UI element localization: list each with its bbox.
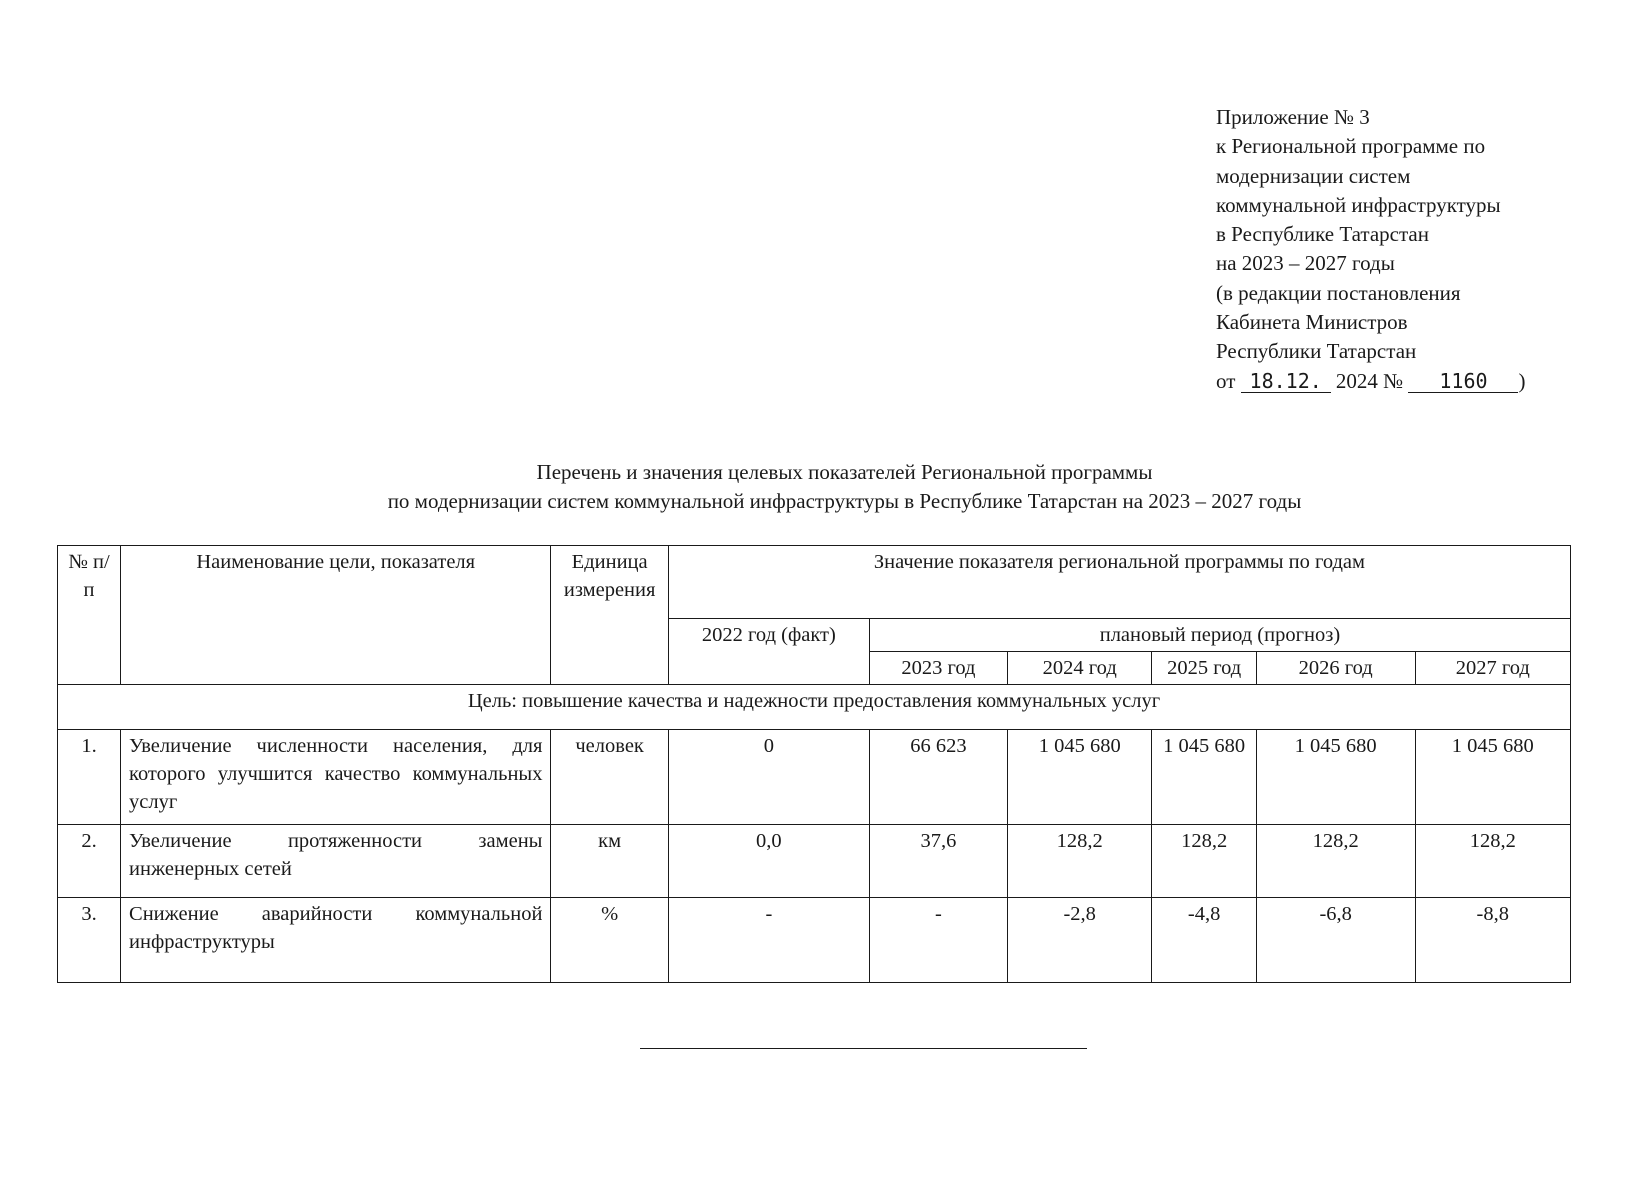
row-value-2027: 128,2 (1415, 825, 1570, 898)
row-name: Снижение аварийности коммунальной инфраструктуры (121, 898, 551, 983)
row-value-2025: 1 045 680 (1152, 730, 1256, 825)
row-value-2023: 66 623 (869, 730, 1007, 825)
row-value-2026: 128,2 (1256, 825, 1415, 898)
row-value-2022: 0 (668, 730, 869, 825)
row-value-2027: 1 045 680 (1415, 730, 1570, 825)
appendix-block (1216, 103, 1596, 396)
row-value-2026: 1 045 680 (1256, 730, 1415, 825)
appendix-line: в Республике Татарстан (1216, 222, 1429, 247)
row-unit: % (551, 898, 668, 983)
row-value-2024: 1 045 680 (1007, 730, 1152, 825)
header-unit: Единица измерения (551, 546, 668, 685)
goal-text: Цель: повышение качества и надежности предоставления коммунальных услуг (58, 685, 1571, 730)
title-line-1: Перечень и значения целевых показателей Региональной программы (536, 460, 1153, 484)
row-unit: км (551, 825, 668, 898)
row-value-2024: -2,8 (1007, 898, 1152, 983)
handwritten-number: 1160 (1408, 370, 1518, 393)
table-row (58, 825, 1571, 898)
appendix-date-line (1216, 367, 1596, 396)
appendix-line: Приложение № 3 (1216, 105, 1370, 129)
title-line-2: по модернизации систем коммунальной инфраструктуры в Республике Татарстан на 2023 – 2027 годы (387, 489, 1302, 513)
appendix-line: коммунальной инфраструктуры (1216, 192, 1501, 217)
appendix-line: к Региональной программе по (1216, 134, 1486, 159)
row-num: 1. (58, 730, 121, 825)
appendix-line: на 2023 – 2027 годы (1216, 251, 1395, 276)
row-num: 3. (58, 898, 121, 983)
row-value-2026: -6,8 (1256, 898, 1415, 983)
header-year-2026: 2026 год (1256, 652, 1415, 685)
document-title (0, 458, 1629, 516)
header-num: № п/п (58, 546, 121, 685)
appendix-line: Республики Татарстан (1216, 339, 1417, 364)
header-fact-2022: 2022 год (факт) (668, 619, 869, 685)
from-prefix: от (1216, 368, 1236, 393)
row-value-2022: - (668, 898, 869, 983)
table-row (58, 898, 1571, 983)
row-value-2024: 128,2 (1007, 825, 1152, 898)
appendix-line: Кабинета Министров (1216, 310, 1408, 335)
header-planned-period: плановый период (прогноз) (869, 619, 1570, 652)
row-value-2025: 128,2 (1152, 825, 1256, 898)
goal-row (58, 685, 1571, 730)
header-year-2024: 2024 год (1007, 652, 1152, 685)
indicators-table (57, 545, 1571, 983)
year-number-label: 2024 № (1335, 368, 1404, 393)
closing-paren: ) (1518, 368, 1526, 393)
row-name: Увеличение протяженности замены инженерных сетей (121, 825, 551, 898)
closing-divider (640, 1048, 1087, 1049)
row-value-2027: -8,8 (1415, 898, 1570, 983)
row-unit: человек (551, 730, 668, 825)
row-value-2023: - (869, 898, 1007, 983)
table-row (58, 730, 1571, 825)
header-name: Наименование цели, показателя (121, 546, 551, 685)
row-value-2023: 37,6 (869, 825, 1007, 898)
row-value-2022: 0,0 (668, 825, 869, 898)
header-year-2025: 2025 год (1152, 652, 1256, 685)
row-num: 2. (58, 825, 121, 898)
handwritten-date: 18.12. (1241, 370, 1331, 393)
row-value-2025: -4,8 (1152, 898, 1256, 983)
header-row (58, 546, 1571, 619)
header-values-group: Значение показателя региональной программы по годам (668, 546, 1570, 619)
appendix-line: (в редакции постановления (1216, 280, 1461, 305)
row-name: Увеличение численности населения, для которого улучшится качество коммунальных услуг (121, 730, 551, 825)
header-year-2023: 2023 год (869, 652, 1007, 685)
header-year-2027: 2027 год (1415, 652, 1570, 685)
appendix-line: модернизации систем (1216, 163, 1411, 188)
